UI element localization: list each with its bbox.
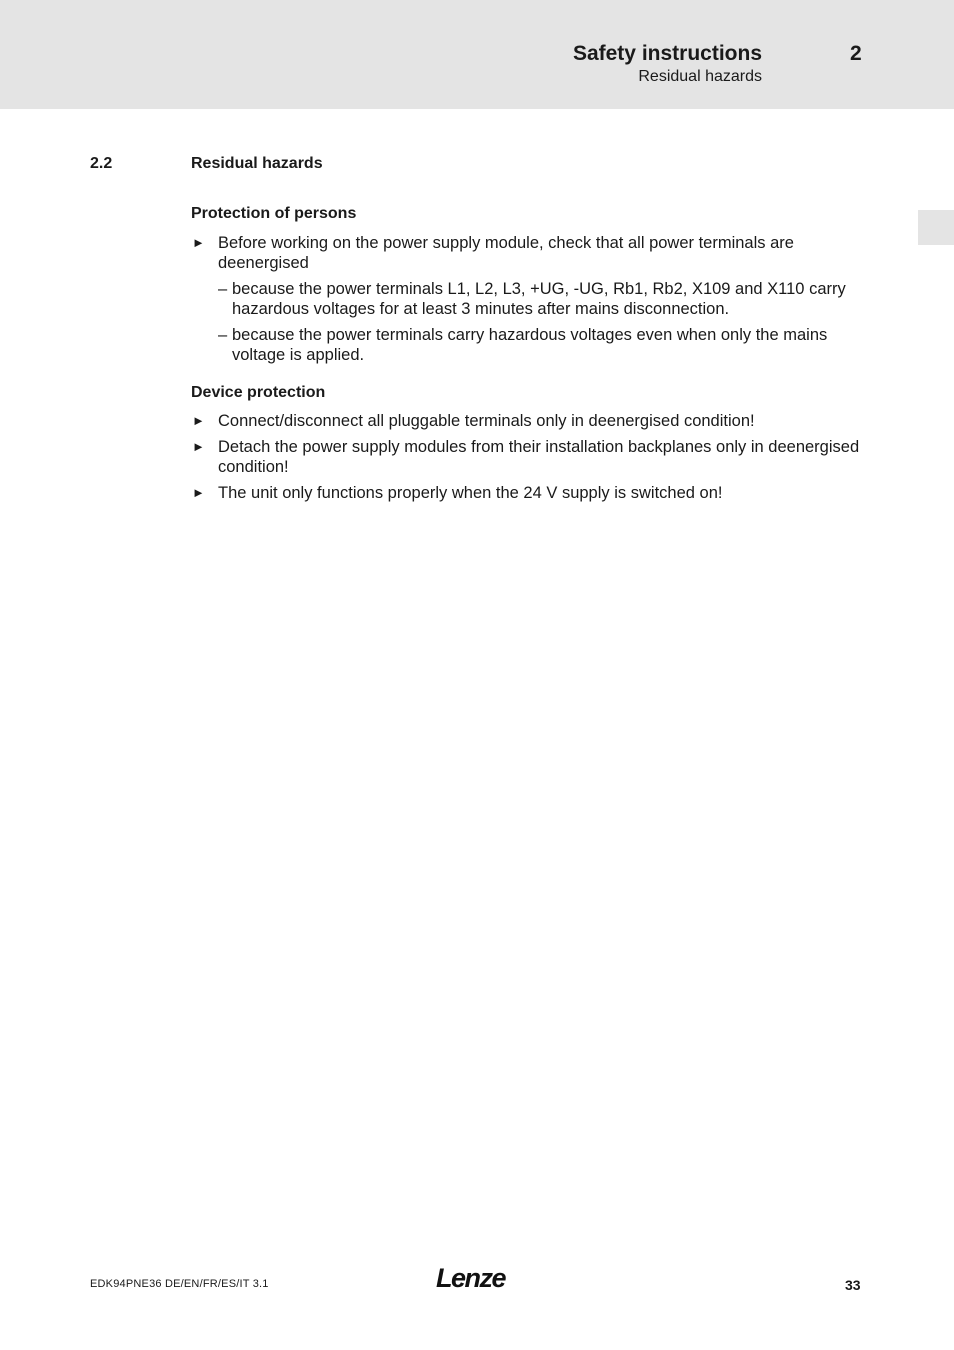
list-item [191, 411, 861, 432]
list-item-text: Detach the power supply modules from their installation backplanes only in deenergised condition! [218, 437, 860, 476]
lenze-logo: Lenze [436, 1263, 506, 1293]
sub-list-item [191, 325, 861, 366]
sub-list-item [191, 279, 861, 320]
sub-list-item-text: because the power terminals L1, L2, L3, +UG, -UG, Rb1, Rb2, X109 and X110 carry hazardous voltages for at least 3 minutes after mains disconnection. [232, 279, 846, 318]
bullet-arrow-icon: ► [192, 438, 205, 454]
bullet-arrow-icon: ► [192, 234, 205, 250]
subheading-device-protection: Device protection [191, 383, 326, 401]
section-title: Residual hazards [191, 155, 323, 172]
chapter-number: 2 [850, 42, 862, 65]
list-item [191, 233, 861, 274]
list-item-text: The unit only functions properly when the 24 V supply is switched on! [218, 483, 723, 502]
dash-icon: – [218, 279, 228, 298]
list-item-text: Before working on the power supply module, check that all power terminals are deenergised [218, 233, 794, 272]
page-header-subtitle: Residual hazards [638, 68, 762, 85]
dash-icon: – [218, 325, 228, 344]
page-header-title: Safety instructions [572, 42, 762, 65]
page-number: 33 [845, 1277, 861, 1293]
sub-list-item-text: because the power terminals carry hazardous voltages even when only the mains voltage is applied. [232, 325, 828, 364]
section-number: 2.2 [90, 155, 113, 172]
bullet-arrow-icon: ► [192, 484, 205, 500]
footer-document-id: EDK94PNE36 DE/EN/FR/ES/IT 3.1 [90, 1278, 269, 1290]
list-item [191, 483, 861, 504]
header-band [0, 0, 954, 109]
bullet-arrow-icon: ► [192, 413, 205, 428]
chapter-side-tab [918, 210, 954, 245]
list-item [191, 437, 861, 478]
list-item-text: Connect/disconnect all pluggable terminals only in deenergised condition! [218, 412, 755, 430]
main-content [191, 204, 861, 508]
subheading-protection-of-persons: Protection of persons [191, 205, 357, 222]
